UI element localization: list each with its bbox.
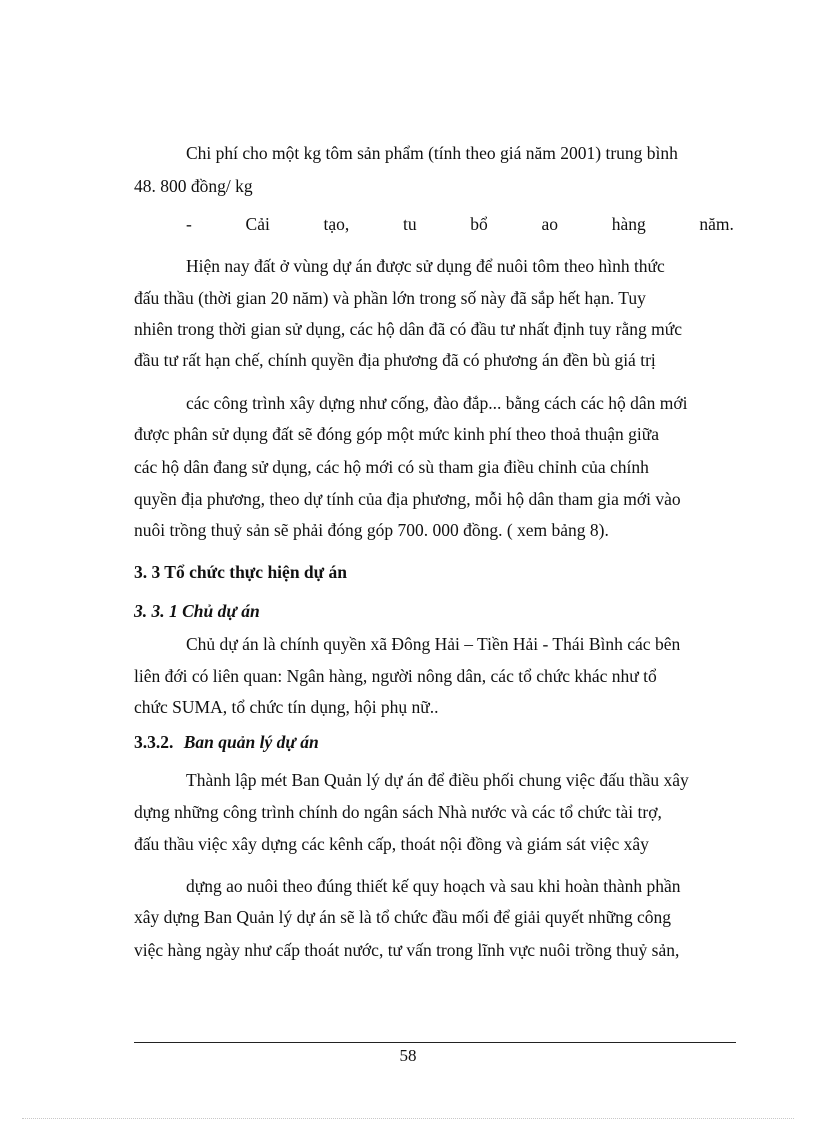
- text-line: nhiên trong thời gian sử dụng, các hộ dân đã có đầu tư nhất định tuy rằng mức: [134, 319, 683, 339]
- page-number: 58: [399, 1046, 417, 1065]
- subsection-heading: 3. 3. 1 Chủ dự án: [134, 601, 260, 621]
- bullet-word: -: [186, 214, 192, 234]
- text-line: dựng ao nuôi theo đúng thiết kế quy hoạch và sau khi hoàn thành phần: [186, 876, 681, 896]
- subsection-heading: [134, 731, 319, 753]
- text-line: các công trình xây dựng như cống, đào đắp... bằng cách các hộ dân mới: [186, 393, 688, 413]
- heading-title: Ban quản lý dự án: [183, 732, 319, 752]
- text-line: Chi phí cho một kg tôm sản phẩm (tính theo giá năm 2001) trung bình: [186, 143, 678, 163]
- bullet-word: Cải: [245, 214, 270, 234]
- heading-number: 3.3.2.: [134, 732, 174, 752]
- text-line: được phân sử dụng đất sẽ đóng góp một mức kinh phí theo thoả thuận giữa: [134, 424, 659, 444]
- bullet-word: năm.: [699, 214, 734, 234]
- text-line: đấu thầu (thời gian 20 năm) và phần lớn trong số này đã sắp hết hạn. Tuy: [134, 288, 646, 308]
- text-line: nuôi trồng thuỷ sản sẽ phải đóng góp 700. 000 đồng. ( xem bảng 8).: [134, 520, 609, 540]
- text-line: đầu tư rất hạn chế, chính quyền địa phương đã có phương án đền bù giá trị: [134, 350, 656, 370]
- text-line: đấu thầu việc xây dựng các kênh cấp, thoát nội đồng và giám sát việc xây: [134, 834, 649, 854]
- bullet-word: tu: [402, 214, 417, 234]
- text-line: Chủ dự án là chính quyền xã Đông Hải – Tiền Hải - Thái Bình các bên: [186, 634, 681, 654]
- bullet-line: [186, 213, 734, 235]
- bullet-word: bổ: [470, 214, 488, 234]
- text-line: Hiện nay đất ở vùng dự án được sử dụng để nuôi tôm theo hình thức: [186, 256, 665, 276]
- section-heading: 3. 3 Tổ chức thực hiện dự án: [134, 562, 348, 582]
- text-line: chức SUMA, tổ chức tín dụng, hội phụ nữ..: [134, 697, 439, 717]
- text-line: Thành lập mét Ban Quản lý dự án để điều phối chung việc đấu thầu xây: [186, 770, 689, 790]
- text-line: xây dựng Ban Quản lý dự án sẽ là tổ chức đầu mối để giải quyết những công: [134, 907, 672, 927]
- text-line: 48. 800 đồng/ kg: [134, 176, 253, 196]
- footer-rule: [134, 1042, 736, 1043]
- text-line: liên đới có liên quan: Ngân hàng, người nông dân, các tổ chức khác như tổ: [134, 666, 657, 686]
- text-line: các hộ dân đang sử dụng, các hộ mới có sù tham gia điều chỉnh của chính: [134, 457, 649, 477]
- bullet-word: tạo,: [323, 214, 350, 234]
- text-line: dựng những công trình chính do ngân sách Nhà nước và các tổ chức tài trợ,: [134, 802, 662, 822]
- bullet-word: ao: [541, 214, 558, 234]
- page-bottom-border: [22, 1118, 794, 1119]
- bullet-word: hàng: [611, 214, 646, 234]
- text-line: việc hàng ngày như cấp thoát nước, tư vấn trong lĩnh vực nuôi trồng thuỷ sản,: [134, 940, 680, 960]
- text-line: quyền địa phương, theo dự tính của địa phương, mỗi hộ dân tham gia mới vào: [134, 489, 681, 509]
